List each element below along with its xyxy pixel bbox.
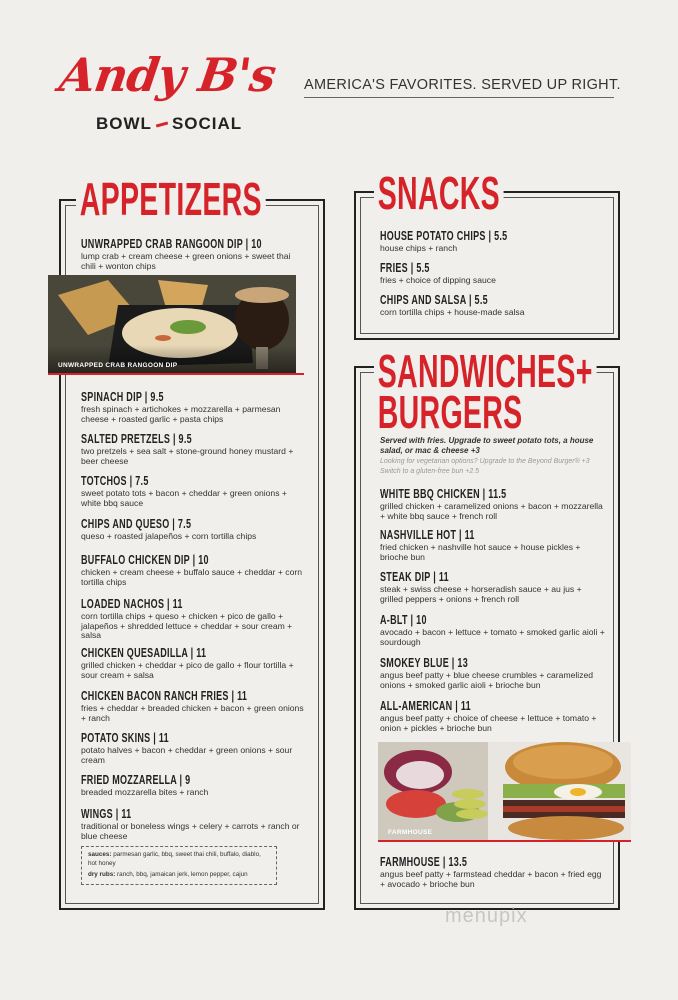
menu-item: LOADED NACHOS | 11 corn tortilla chips + queso + chicken + pico de gallo + jalapeños + shredded lettuce + cheddar + sour cream + salsa — [81, 597, 293, 641]
menu-item: CHIPS AND SALSA | 5.5 corn tortilla chips + house-made salsa — [380, 293, 525, 317]
menu-item: UNWRAPPED CRAB RANGOON DIP | 10 lump crab + cream cheese + green onions + sweet thai chili + wonton chips — [81, 237, 291, 271]
dryrubs-label: dry rubs: — [88, 871, 116, 878]
dryrubs-text: ranch, bbq, jamaican jerk, lemon pepper, cajun — [117, 871, 248, 878]
menu-item: SPINACH DIP | 9.5 fresh spinach + artichokes + mozzarella + parmesan cheese + roasted garlic + pasta chips — [81, 390, 281, 424]
photo-caption: FARMHOUSE — [388, 829, 433, 836]
menu-item: ALL-AMERICAN | 11 angus beef patty + choice of cheese + lettuce + tomato + onion + pickles + brioche bun — [380, 699, 597, 733]
photo-accent-bar — [378, 840, 631, 842]
menu-item: FRIES | 5.5 fries + choice of dipping sauce — [380, 261, 496, 285]
menu-item: TOTCHOS | 7.5 sweet potato tots + bacon + cheddar + green onions + white bbq sauce — [81, 474, 287, 508]
sandwiches-title-line1: SANDWICHES+ — [374, 344, 596, 398]
menu-item: FRIED MOZZARELLA | 9 breaded mozzarella bites + ranch — [81, 773, 209, 797]
photo-accent-bar — [48, 373, 304, 375]
snacks-title: SNACKS — [374, 166, 504, 220]
menu-item: WHITE BBQ CHICKEN | 11.5 grilled chicken + caramelized onions + bacon + mozzarella + white bbq sauce + french roll — [380, 487, 603, 521]
appetizers-title: APPETIZERS — [76, 172, 266, 226]
menu-item: A-BLT | 10 avocado + bacon + lettuce + tomato + smoked garlic aioli + sourdough — [380, 613, 605, 647]
photo-caption: UNWRAPPED CRAB RANGOON DIP — [58, 362, 178, 369]
sandwiches-note: Served with fries. Upgrade to sweet potato tots, a house salad, or mac & cheese +3 — [380, 436, 594, 455]
menu-item: CHIPS AND QUESO | 7.5 queso + roasted jalapeños + corn tortilla chips — [81, 517, 257, 541]
farmhouse-burger-photo — [378, 742, 631, 842]
menu-item: SALTED PRETZELS | 9.5 two pretzels + sea salt + stone-ground honey mustard + beer cheese — [81, 432, 294, 466]
logo-subtitle — [96, 114, 242, 134]
sauces-label: sauces: — [88, 851, 112, 858]
menu-item: CHICKEN QUESADILLA | 11 grilled chicken + cheddar + pico de gallo + flour tortilla + sour cream + salsa — [81, 646, 294, 680]
tagline: AMERICA'S FAVORITES. SERVED UP RIGHT. — [304, 77, 614, 98]
sandwiches-note-options: Looking for vegetarian options? Upgrade to the Beyond Burger® +3 Switch to a gluten-free bun +2.5 — [380, 458, 590, 475]
farmhouse-burger-image — [378, 742, 631, 842]
menu-item: POTATO SKINS | 11 potato halves + bacon + cheddar + green onions + sour cream — [81, 731, 293, 765]
menu-item: FARMHOUSE | 13.5 angus beef patty + farmstead cheddar + bacon + fried egg + avocado + brioche bun — [380, 855, 602, 889]
logo-script: Andy B's — [56, 48, 279, 102]
menu-item: NASHVILLE HOT | 11 fried chicken + nashville hot sauce + house pickles + brioche bun — [380, 528, 581, 562]
menu-item: CHICKEN BACON RANCH FRIES | 11 fries + cheddar + breaded chicken + bacon + green onions + ranch — [81, 689, 304, 723]
logo-slash — [156, 122, 168, 128]
logo — [58, 48, 288, 140]
menu-item: HOUSE POTATO CHIPS | 5.5 house chips + ranch — [380, 229, 508, 253]
crab-rangoon-image — [48, 275, 296, 375]
watermark: menupix — [445, 905, 528, 927]
menu-item: WINGS | 11 traditional or boneless wings + celery + carrots + ranch or blue cheese — [81, 807, 300, 841]
menu-item: SMOKEY BLUE | 13 angus beef patty + blue cheese crumbles + caramelized onions + smoked garlic aioli + brioche bun — [380, 656, 594, 690]
sandwiches-title-line2: BURGERS — [377, 386, 523, 438]
sauces-text: parmesan garlic, bbq, sweet thai chili, buffalo, diablo, hot honey — [88, 851, 261, 867]
logo-sub-right: SOCIAL — [171, 114, 243, 133]
menu-item: STEAK DIP | 11 steak + swiss cheese + horseradish sauce + au jus + grilled peppers + onions + french roll — [380, 570, 582, 604]
logo-sub-left: BOWL — [96, 114, 152, 133]
crab-rangoon-photo — [48, 275, 296, 375]
sauces-box — [81, 846, 277, 885]
menu-item: BUFFALO CHICKEN DIP | 10 chicken + cream cheese + buffalo sauce + cheddar + corn tortilla chips — [81, 553, 303, 587]
